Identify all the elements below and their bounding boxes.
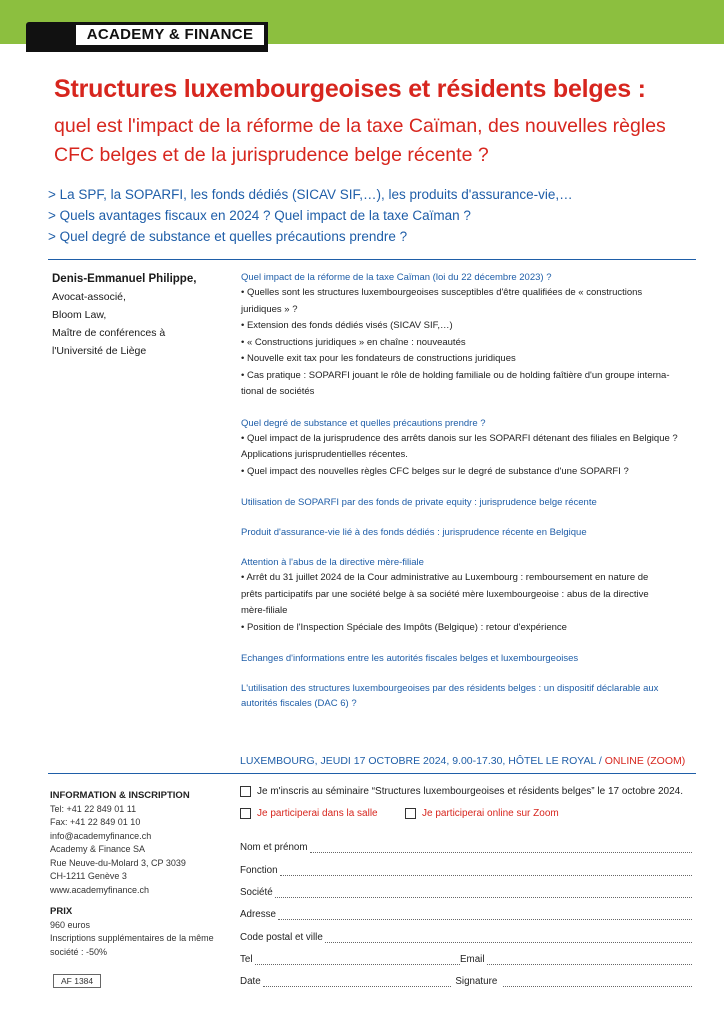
email-field[interactable] xyxy=(487,955,692,965)
program-line: • Quelles sont les structures luxembourgeoises susceptibles d'être qualifiées de « constructions xyxy=(241,287,643,298)
postal-label: Code postal et ville xyxy=(240,932,323,943)
brand-logo xyxy=(26,22,268,52)
program-line: • Extension des fonds dédiés visés (SICAV SIF,…) xyxy=(241,320,453,331)
key-question: > Quels avantages fiscaux en 2024 ? Quel impact de la taxe Caïman ? xyxy=(48,208,471,223)
info-line: Fax: +41 22 849 01 10 xyxy=(50,817,141,827)
event-online: ONLINE (ZOOM) xyxy=(604,755,686,767)
divider-bottom xyxy=(48,773,696,774)
reference-code: AF 1384 xyxy=(53,974,101,988)
event-location-date: LUXEMBOURG, JEUDI 17 OCTOBRE 2024, 9.00-17.30, HÔTEL LE ROYAL / xyxy=(240,755,605,767)
program-line: juridiques » ? xyxy=(241,303,298,315)
price-line: Inscriptions supplémentaires de la même xyxy=(50,933,214,943)
company-field[interactable] xyxy=(240,887,692,898)
divider-top xyxy=(48,259,696,260)
price-line: 960 euros xyxy=(50,919,91,930)
info-line[interactable]: info@academyfinance.ch xyxy=(50,830,152,841)
key-questions xyxy=(48,184,698,247)
speaker-line: l'Université de Liège xyxy=(52,345,147,357)
address-field[interactable] xyxy=(240,909,692,920)
info-line[interactable]: www.academyfinance.ch xyxy=(50,884,150,895)
program-line: • Arrêt du 31 juillet 2024 de la Cour administrative au Luxembourg : remboursement en nature de xyxy=(241,572,649,583)
tel-label: Tel xyxy=(240,954,253,965)
program-line: mère-filiale xyxy=(241,605,288,616)
info-heading: INFORMATION & INSCRIPTION xyxy=(50,790,190,801)
speaker-line: Bloom Law, xyxy=(52,309,107,321)
online-option xyxy=(405,808,559,819)
speaker-line: Maître de conférences à xyxy=(52,327,166,339)
speaker-block xyxy=(52,270,232,360)
key-question: > Quel degré de substance et quelles précautions prendre ? xyxy=(48,229,408,244)
info-line: CH-1211 Genève 3 xyxy=(50,871,127,881)
info-line: Rue Neuve-du-Molard 3, CP 3039 xyxy=(50,857,186,868)
signature-label: Signature xyxy=(455,976,498,987)
program-line: • Quel impact des nouvelles règles CFC belges sur le degré de substance d'une SOPARFI ? xyxy=(241,465,629,477)
online-checkbox[interactable] xyxy=(405,808,416,819)
info-block xyxy=(50,789,230,959)
program-line: • Cas pratique : SOPARFI jouant le rôle de holding familiale ou de holding faîtière d'un groupe interna- xyxy=(241,369,670,381)
price-line: société : -50% xyxy=(50,946,108,957)
email-label: Email xyxy=(460,954,485,965)
program-section-heading: Quel degré de substance et quelles précautions prendre ? xyxy=(241,417,486,429)
program-section-heading: L'utilisation des structures luxembourgeoises par des résidents belges : un dispositif déclarable aux xyxy=(241,683,659,694)
room-option xyxy=(240,808,378,819)
tel-email-row xyxy=(240,954,692,965)
name-label: Nom et prénom xyxy=(240,842,308,853)
subtitle-line: quel est l'impact de la réforme de la taxe Caïman, des nouvelles règles xyxy=(54,115,666,137)
company-label: Société xyxy=(240,887,273,898)
program-section-heading: autorités fiscales (DAC 6) ? xyxy=(241,698,357,709)
signature-field[interactable] xyxy=(503,977,692,987)
date-field[interactable] xyxy=(263,977,452,987)
key-question: > La SPF, la SOPARFI, les fonds dédiés (SICAV SIF,…), les produits d'assurance-vie,… xyxy=(48,187,573,202)
info-line: Tel: +41 22 849 01 11 xyxy=(50,803,137,814)
speaker-line: Avocat-associé, xyxy=(52,291,126,303)
info-line: Academy & Finance SA xyxy=(50,844,146,854)
program-section-heading: Utilisation de SOPARFI par des fonds de private equity : jurisprudence belge récente xyxy=(241,497,597,508)
program-section-heading: Attention à l'abus de la directive mère-filiale xyxy=(241,557,424,568)
price-heading: PRIX xyxy=(50,906,73,917)
register-row xyxy=(240,786,683,797)
postal-field[interactable] xyxy=(240,932,692,943)
program-line: tional de sociétés xyxy=(241,386,315,397)
function-field[interactable] xyxy=(240,865,692,876)
program-section-heading: Echanges d'informations entre les autorités fiscales belges et luxembourgeoises xyxy=(241,653,579,664)
page-title: Structures luxembourgeoises et résidents belges : xyxy=(54,75,646,103)
brand-name: ACADEMY & FINANCE xyxy=(76,25,264,45)
subtitle-line: CFC belges et de la jurisprudence belge récente ? xyxy=(54,144,489,166)
date-label: Date xyxy=(240,976,261,987)
date-signature-row xyxy=(240,976,692,987)
room-checkbox[interactable] xyxy=(240,808,251,819)
online-label: Je participerai online sur Zoom xyxy=(422,808,559,820)
address-label: Adresse xyxy=(240,909,276,920)
name-field[interactable] xyxy=(240,842,692,853)
program-line: prêts participatifs par une société belge à sa société mère luxembourgeoise : abus de la directive xyxy=(241,588,649,600)
event-details xyxy=(240,755,685,767)
program-line: • Quel impact de la jurisprudence des arrêts danois sur les SOPARFI détenant des filiales en Belgique ? xyxy=(241,432,678,444)
program xyxy=(241,270,699,711)
tel-field[interactable] xyxy=(255,955,460,965)
program-line: • Position de l'Inspection Spéciale des Impôts (Belgique) : retour d'expérience xyxy=(241,621,567,633)
page-subtitle xyxy=(54,112,714,170)
speaker-name: Denis-Emmanuel Philippe, xyxy=(52,273,197,285)
program-section-heading: Quel impact de la réforme de la taxe Caïman (loi du 22 décembre 2023) ? xyxy=(241,272,552,283)
room-label: Je participerai dans la salle xyxy=(257,808,378,820)
program-line: • Nouvelle exit tax pour les fondateurs de constructions juridiques xyxy=(241,353,516,364)
program-section-heading: Produit d'assurance-vie lié à des fonds dédiés : jurisprudence récente en Belgique xyxy=(241,527,587,538)
register-checkbox[interactable] xyxy=(240,786,251,797)
function-label: Fonction xyxy=(240,865,278,876)
register-label: Je m'inscris au séminaire “Structures luxembourgeoises et résidents belges” le 17 octobre 2024. xyxy=(257,786,684,798)
program-line: • « Constructions juridiques » en chaîne : nouveautés xyxy=(241,336,466,348)
program-line: Applications jurisprudentielles récentes. xyxy=(241,449,408,460)
